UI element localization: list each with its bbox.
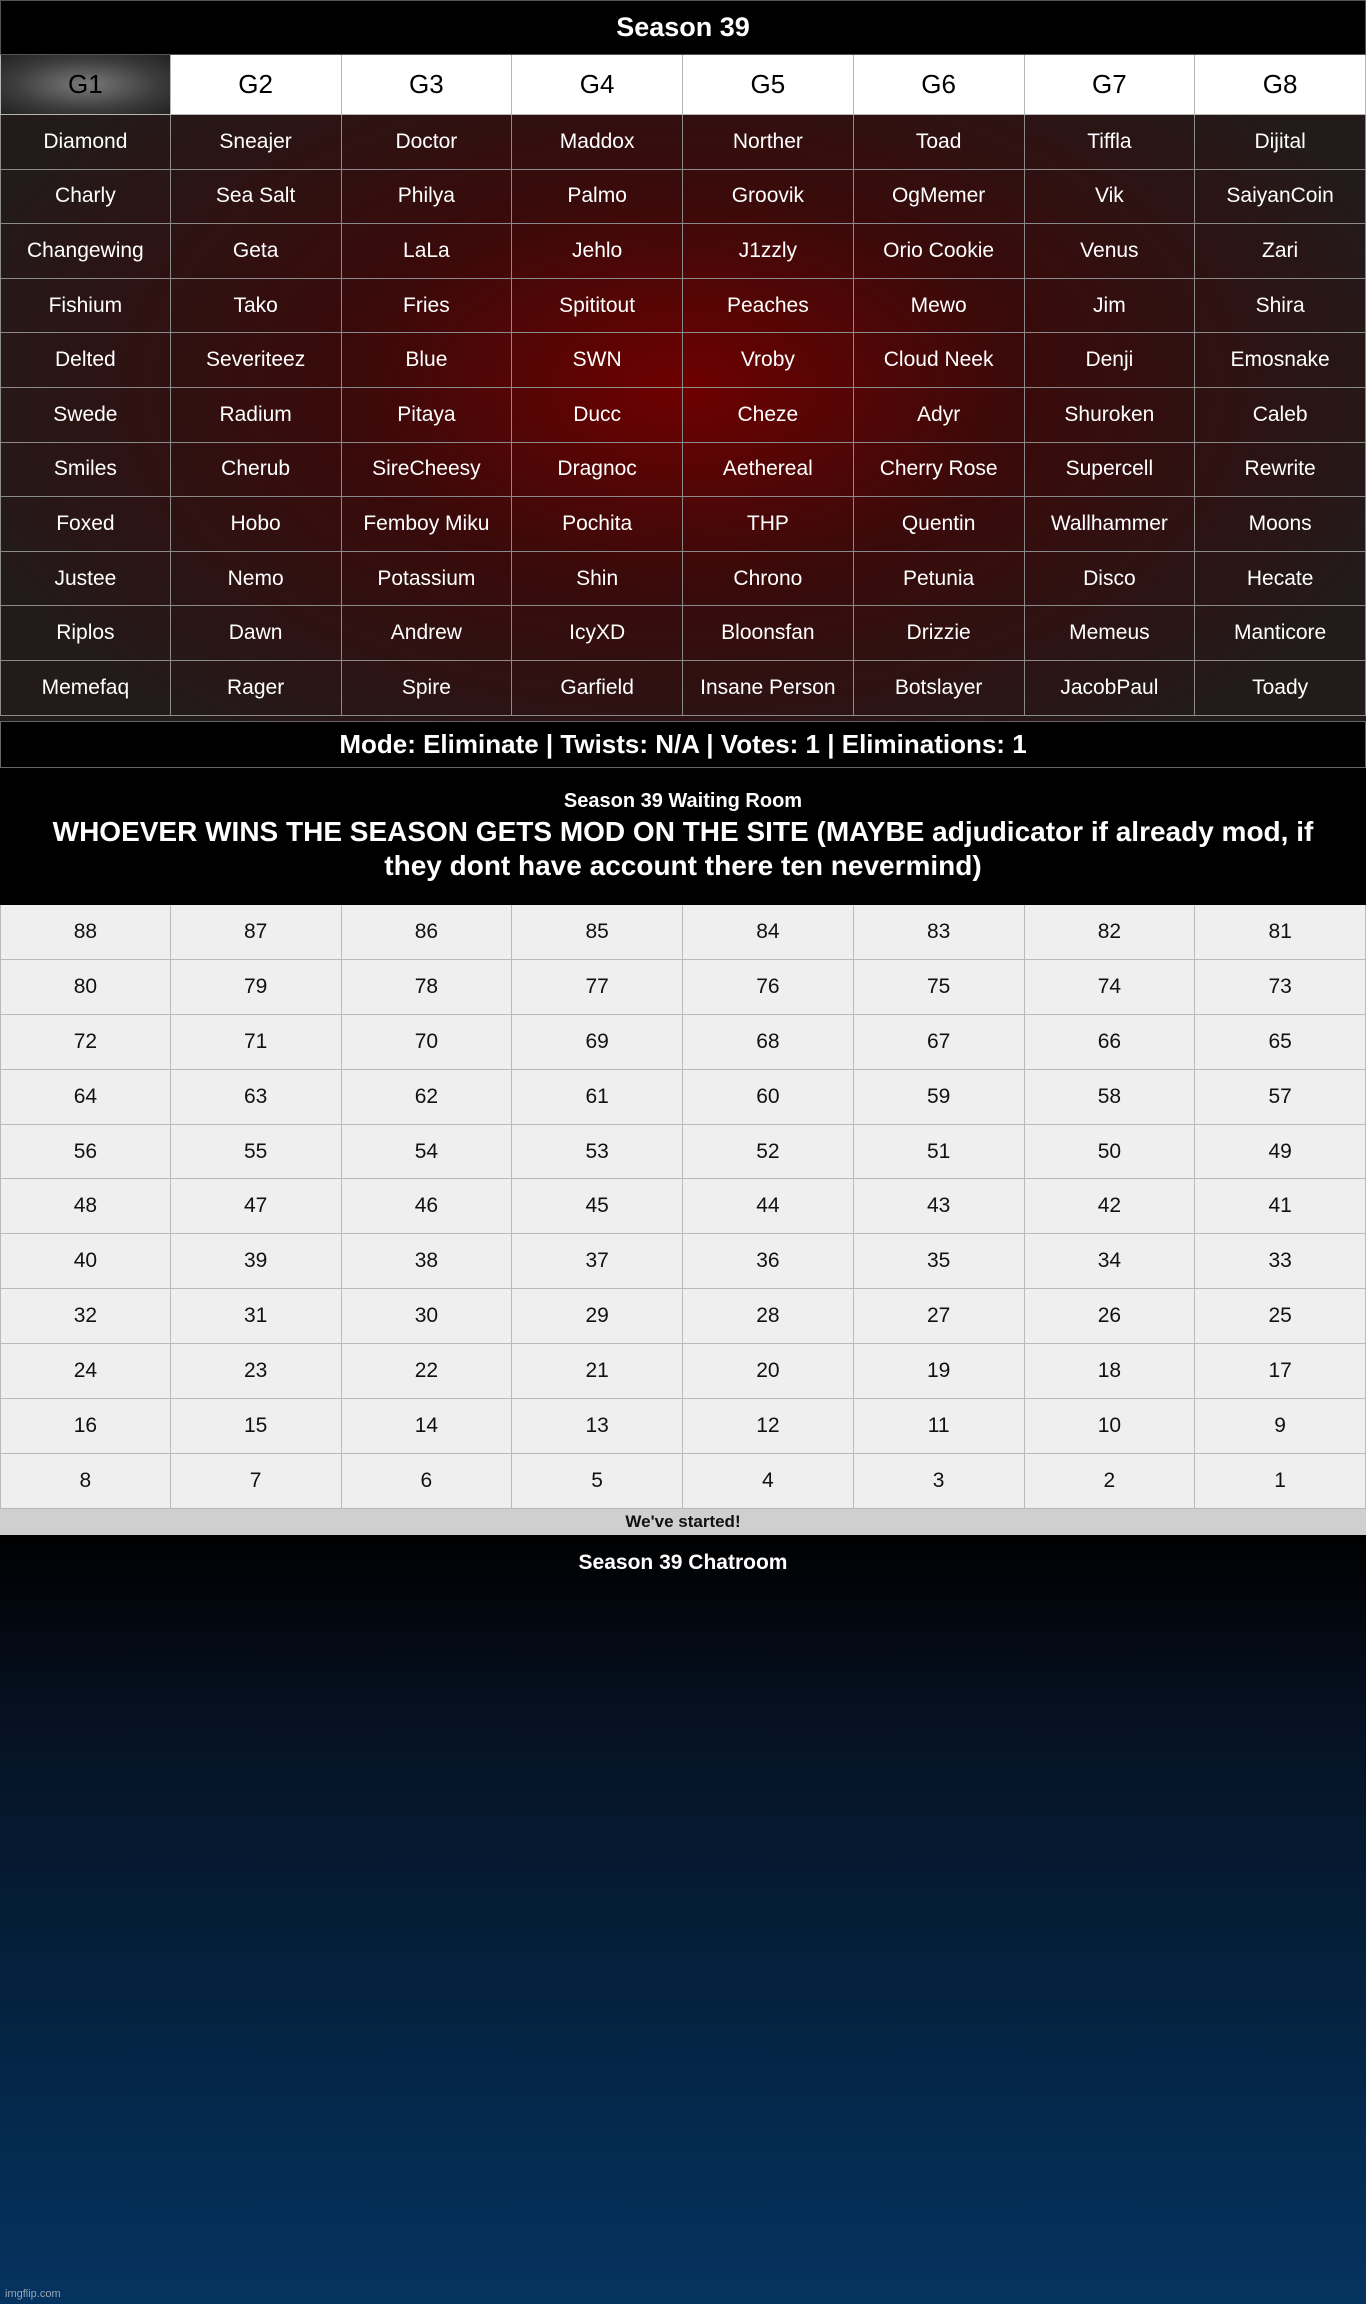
waiting-slot-cell: 46 [342,1179,513,1234]
group-row [0,170,1366,225]
waiting-slot-cell: 11 [854,1399,1025,1454]
contestant-cell: Dragnoc [512,443,683,498]
contestant-cell: Insane Person [683,661,854,716]
waiting-slot-cell: 80 [0,960,171,1015]
contestant-cell: THP [683,497,854,552]
contestant-cell: Adyr [854,388,1025,443]
tab-g7[interactable]: G7 [1025,55,1196,115]
waiting-slot-cell: 37 [512,1234,683,1289]
waiting-row [0,905,1366,960]
waiting-slot-cell: 22 [342,1344,513,1399]
group-row [0,115,1366,170]
waiting-slot-cell: 1 [1195,1454,1366,1509]
contestant-cell: Palmo [512,170,683,225]
contestant-cell: Pochita [512,497,683,552]
contestant-cell: Hobo [171,497,342,552]
contestant-cell: Shin [512,552,683,607]
contestant-cell: Pitaya [342,388,513,443]
waiting-slot-cell: 27 [854,1289,1025,1344]
waiting-slot-cell: 36 [683,1234,854,1289]
waiting-room-grid-body [0,905,1366,1509]
waiting-slot-cell: 33 [1195,1234,1366,1289]
waiting-row [0,1125,1366,1180]
waiting-slot-cell: 62 [342,1070,513,1125]
waiting-row [0,1015,1366,1070]
mode-status-bar [0,721,1366,768]
waiting-slot-cell: 71 [171,1015,342,1070]
waiting-slot-cell: 77 [512,960,683,1015]
waiting-slot-cell: 88 [0,905,171,960]
contestant-cell: Venus [1025,224,1196,279]
contestant-cell: OgMemer [854,170,1025,225]
contestant-cell: Delted [0,333,171,388]
contestant-cell: Peaches [683,279,854,334]
waiting-slot-cell: 39 [171,1234,342,1289]
contestant-cell: Orio Cookie [854,224,1025,279]
waiting-slot-cell: 26 [1025,1289,1196,1344]
contestant-cell: Mewo [854,279,1025,334]
waiting-slot-cell: 15 [171,1399,342,1454]
waiting-slot-cell: 45 [512,1179,683,1234]
status-banner [0,1509,1366,1535]
tab-g8[interactable]: G8 [1195,55,1366,115]
contestant-cell: Vroby [683,333,854,388]
tab-g4[interactable]: G4 [512,55,683,115]
status-text: We've started! [625,1512,741,1531]
waiting-slot-cell: 86 [342,905,513,960]
group-row [0,279,1366,334]
contestant-cell: Zari [1195,224,1366,279]
contestant-cell: Fishium [0,279,171,334]
contestant-cell: Andrew [342,606,513,661]
contestant-cell: Cherry Rose [854,443,1025,498]
waiting-slot-cell: 69 [512,1015,683,1070]
contestant-cell: Quentin [854,497,1025,552]
contestant-cell: Norther [683,115,854,170]
waiting-slot-cell: 79 [171,960,342,1015]
watermark: imgflip.com [5,2288,61,2300]
waiting-slot-cell: 65 [1195,1015,1366,1070]
waiting-slot-cell: 51 [854,1125,1025,1180]
contestant-cell: Spire [342,661,513,716]
contestant-cell: Nemo [171,552,342,607]
waiting-slot-cell: 10 [1025,1399,1196,1454]
waiting-slot-cell: 72 [0,1015,171,1070]
waiting-slot-cell: 82 [1025,905,1196,960]
waiting-slot-cell: 53 [512,1125,683,1180]
waiting-slot-cell: 12 [683,1399,854,1454]
waiting-row [0,1344,1366,1399]
waiting-slot-cell: 13 [512,1399,683,1454]
season-title: Season 39 [616,12,750,42]
contestant-cell: Sea Salt [171,170,342,225]
waiting-slot-cell: 14 [342,1399,513,1454]
contestant-cell: Petunia [854,552,1025,607]
group-row [0,388,1366,443]
waiting-row [0,1399,1366,1454]
contestant-cell: Dijital [1195,115,1366,170]
waiting-slot-cell: 58 [1025,1070,1196,1125]
waiting-slot-cell: 44 [683,1179,854,1234]
waiting-row [0,1179,1366,1234]
contestant-cell: Aethereal [683,443,854,498]
contestant-cell: LaLa [342,224,513,279]
waiting-slot-cell: 78 [342,960,513,1015]
waiting-slot-cell: 25 [1195,1289,1366,1344]
contestant-cell: Hecate [1195,552,1366,607]
contestant-cell: Caleb [1195,388,1366,443]
contestant-cell: Chrono [683,552,854,607]
contestant-cell: IcyXD [512,606,683,661]
waiting-slot-cell: 8 [0,1454,171,1509]
waiting-slot-cell: 32 [0,1289,171,1344]
contestant-cell: Wallhammer [1025,497,1196,552]
waiting-slot-cell: 73 [1195,960,1366,1015]
contestant-cell: Botslayer [854,661,1025,716]
contestant-cell: Radium [171,388,342,443]
contestant-cell: Justee [0,552,171,607]
waiting-slot-cell: 64 [0,1070,171,1125]
contestant-cell: Jim [1025,279,1196,334]
waiting-slot-cell: 6 [342,1454,513,1509]
waiting-slot-cell: 2 [1025,1454,1196,1509]
waiting-slot-cell: 60 [683,1070,854,1125]
contestant-cell: Dawn [171,606,342,661]
tab-g5[interactable]: G5 [683,55,854,115]
waiting-slot-cell: 28 [683,1289,854,1344]
contestant-cell: Emosnake [1195,333,1366,388]
contestant-cell: Denji [1025,333,1196,388]
waiting-row [0,960,1366,1015]
contestant-cell: Toady [1195,661,1366,716]
waiting-slot-cell: 76 [683,960,854,1015]
contestant-cell: Memefaq [0,661,171,716]
waiting-slot-cell: 24 [0,1344,171,1399]
waiting-slot-cell: 49 [1195,1125,1366,1180]
contestant-cell: Changewing [0,224,171,279]
contestant-cell: Shuroken [1025,388,1196,443]
contestant-cell: Vik [1025,170,1196,225]
waiting-slot-cell: 52 [683,1125,854,1180]
waiting-slot-cell: 29 [512,1289,683,1344]
waiting-room-announcement: WHOEVER WINS THE SEASON GETS MOD ON THE SITE (MAYBE adjudicator if already mod, if they dont have account there ten nevermind) [52,816,1314,881]
contestant-cell: Jehlo [512,224,683,279]
contestant-cell: Bloonsfan [683,606,854,661]
contestant-cell: Swede [0,388,171,443]
contestant-cell: Riplos [0,606,171,661]
contestant-cell: Foxed [0,497,171,552]
waiting-slot-cell: 40 [0,1234,171,1289]
group-row [0,224,1366,279]
contestant-cell: Charly [0,170,171,225]
waiting-slot-cell: 5 [512,1454,683,1509]
group-row [0,661,1366,716]
contestant-cell: Femboy Miku [342,497,513,552]
waiting-row [0,1289,1366,1344]
group-row [0,497,1366,552]
group-row [0,606,1366,661]
waiting-slot-cell: 81 [1195,905,1366,960]
groups-table [0,55,1366,721]
contestant-cell: Tako [171,279,342,334]
contestant-cell: Groovik [683,170,854,225]
contestant-cell: Severiteez [171,333,342,388]
waiting-slot-cell: 57 [1195,1070,1366,1125]
contestant-cell: Philya [342,170,513,225]
contestant-cell: Ducc [512,388,683,443]
contestant-cell: Cloud Neek [854,333,1025,388]
waiting-slot-cell: 42 [1025,1179,1196,1234]
contestant-cell: Moons [1195,497,1366,552]
waiting-slot-cell: 21 [512,1344,683,1399]
contestant-cell: Toad [854,115,1025,170]
contestant-cell: Spititout [512,279,683,334]
waiting-slot-cell: 31 [171,1289,342,1344]
contestant-cell: Drizzie [854,606,1025,661]
chatroom-panel [0,1535,1366,2304]
waiting-slot-cell: 41 [1195,1179,1366,1234]
waiting-slot-cell: 38 [342,1234,513,1289]
group-row [0,443,1366,498]
waiting-room-title: Season 39 Waiting Room [563,790,803,812]
tab-g2[interactable]: G2 [171,55,342,115]
waiting-slot-cell: 59 [854,1070,1025,1125]
waiting-slot-cell: 87 [171,905,342,960]
waiting-slot-cell: 75 [854,960,1025,1015]
contestant-cell: SaiyanCoin [1195,170,1366,225]
contestant-cell: Geta [171,224,342,279]
waiting-slot-cell: 35 [854,1234,1025,1289]
contestant-cell: Rager [171,661,342,716]
waiting-slot-cell: 17 [1195,1344,1366,1399]
contestant-cell: Disco [1025,552,1196,607]
waiting-slot-cell: 18 [1025,1344,1196,1399]
contestant-cell: Cherub [171,443,342,498]
waiting-slot-cell: 7 [171,1454,342,1509]
waiting-slot-cell: 56 [0,1125,171,1180]
waiting-slot-cell: 48 [0,1179,171,1234]
waiting-slot-cell: 50 [1025,1125,1196,1180]
waiting-room-grid [0,905,1366,1509]
waiting-slot-cell: 70 [342,1015,513,1070]
waiting-slot-cell: 9 [1195,1399,1366,1454]
contestant-cell: Potassium [342,552,513,607]
group-row [0,333,1366,388]
waiting-slot-cell: 30 [342,1289,513,1344]
contestant-cell: Rewrite [1195,443,1366,498]
waiting-slot-cell: 54 [342,1125,513,1180]
contestant-cell: J1zzly [683,224,854,279]
contestant-cell: Diamond [0,115,171,170]
contestant-cell: Maddox [512,115,683,170]
waiting-slot-cell: 67 [854,1015,1025,1070]
waiting-slot-cell: 47 [171,1179,342,1234]
contestant-cell: Supercell [1025,443,1196,498]
waiting-slot-cell: 74 [1025,960,1196,1015]
waiting-slot-cell: 3 [854,1454,1025,1509]
season-title-banner [0,0,1366,55]
waiting-slot-cell: 20 [683,1344,854,1399]
groups-header-row [0,55,1366,115]
groups-body [0,115,1366,716]
contestant-cell: Blue [342,333,513,388]
waiting-room-header [0,768,1366,905]
waiting-slot-cell: 84 [683,905,854,960]
waiting-slot-cell: 16 [0,1399,171,1454]
chatroom-title: Season 39 Chatroom [578,1551,788,1574]
waiting-slot-cell: 43 [854,1179,1025,1234]
waiting-slot-cell: 66 [1025,1015,1196,1070]
contestant-cell: SireCheesy [342,443,513,498]
contestant-cell: Shira [1195,279,1366,334]
contestant-cell: Cheze [683,388,854,443]
contestant-cell: Memeus [1025,606,1196,661]
waiting-slot-cell: 61 [512,1070,683,1125]
group-row [0,552,1366,607]
waiting-row [0,1070,1366,1125]
contestant-cell: Smiles [0,443,171,498]
contestant-cell: Doctor [342,115,513,170]
waiting-slot-cell: 85 [512,905,683,960]
contestant-cell: Garfield [512,661,683,716]
waiting-slot-cell: 68 [683,1015,854,1070]
contestant-cell: SWN [512,333,683,388]
contestant-cell: JacobPaul [1025,661,1196,716]
tab-g6[interactable]: G6 [854,55,1025,115]
waiting-row [0,1454,1366,1509]
waiting-slot-cell: 83 [854,905,1025,960]
contestant-cell: Sneajer [171,115,342,170]
waiting-slot-cell: 55 [171,1125,342,1180]
waiting-slot-cell: 34 [1025,1234,1196,1289]
contestant-cell: Fries [342,279,513,334]
waiting-slot-cell: 4 [683,1454,854,1509]
waiting-slot-cell: 23 [171,1344,342,1399]
waiting-row [0,1234,1366,1289]
contestant-cell: Tiffla [1025,115,1196,170]
tab-g3[interactable]: G3 [342,55,513,115]
waiting-slot-cell: 63 [171,1070,342,1125]
waiting-slot-cell: 19 [854,1344,1025,1399]
contestant-cell: Manticore [1195,606,1366,661]
mode-status-text: Mode: Eliminate | Twists: N/A | Votes: 1 | Eliminations: 1 [339,729,1027,759]
tab-g1[interactable]: G1 [0,55,171,115]
